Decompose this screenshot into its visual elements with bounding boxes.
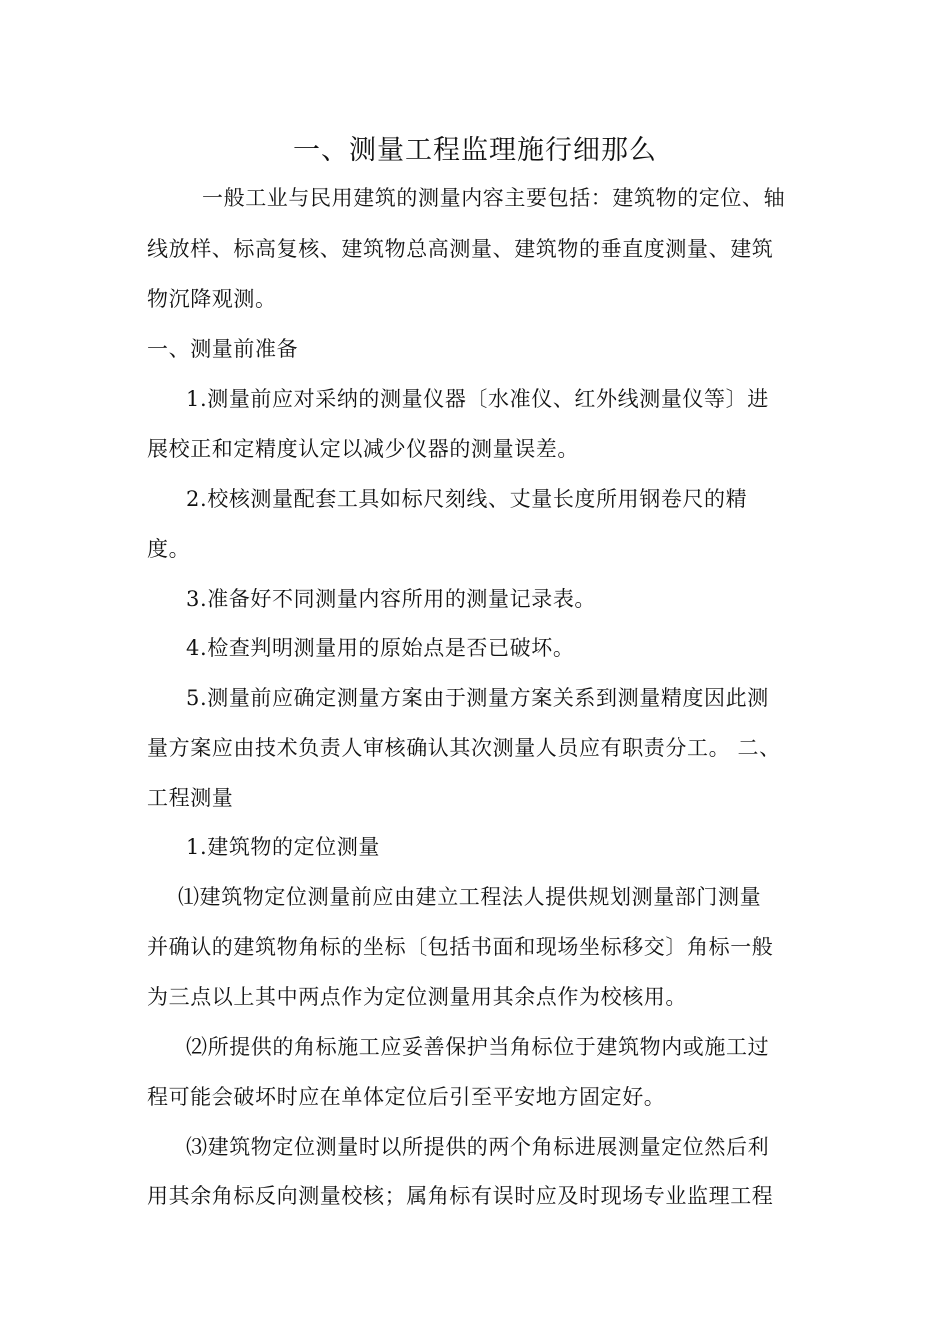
- document-title: 一、测量工程监理施行细那么: [293, 135, 657, 166]
- paragraph-line: 物沉降观测。: [147, 287, 277, 311]
- paragraph-line: 用其余角标反向测量校核；属角标有误时应及时现场专业监理工程: [147, 1184, 774, 1208]
- paragraph-line: 5.测量前应确定测量方案由于测量方案关系到测量精度因此测: [186, 686, 769, 710]
- paragraph-line: ⑶建筑物定位测量时以所提供的两个角标进展测量定位然后利: [186, 1135, 770, 1159]
- paragraph-line: 1.测量前应对采纳的测量仪器〔水准仪、红外线测量仪等〕进: [186, 387, 769, 411]
- paragraph-line: 展校正和定精度认定以减少仪器的测量误差。: [147, 437, 579, 461]
- paragraph-line: 一般工业与民用建筑的测量内容主要包括：建筑物的定位、轴: [202, 186, 786, 210]
- paragraph-line: 程可能会破坏时应在单体定位后引至平安地方固定好。: [147, 1085, 666, 1109]
- paragraph-line: ⑴建筑物定位测量前应由建立工程法人提供规划测量部门测量: [178, 885, 762, 909]
- paragraph-line: 线放样、标高复核、建筑物总高测量、建筑物的垂直度测量、建筑: [147, 237, 774, 261]
- paragraph-line: 3.准备好不同测量内容所用的测量记录表。: [186, 587, 597, 611]
- subsection-heading: 1.建筑物的定位测量: [186, 835, 381, 859]
- paragraph-line: 为三点以上其中两点作为定位测量用其余点作为校核用。: [147, 985, 687, 1009]
- paragraph-line: 4.检查判明测量用的原始点是否已破坏。: [186, 636, 575, 660]
- paragraph-line: 量方案应由技术负责人审核确认其次测量人员应有职责分工。 二、: [147, 736, 781, 760]
- paragraph-line: ⑵所提供的角标施工应妥善保护当角标位于建筑物内或施工过: [186, 1035, 770, 1059]
- section-heading: 一、测量前准备: [147, 337, 299, 361]
- paragraph-line: 2.校核测量配套工具如标尺刻线、丈量长度所用钢卷尺的精: [186, 487, 748, 511]
- paragraph-line: 度。: [147, 537, 191, 561]
- paragraph-line: 并确认的建筑物角标的坐标〔包括书面和现场坐标移交〕角标一般: [147, 935, 774, 959]
- section-heading: 工程测量: [147, 786, 234, 810]
